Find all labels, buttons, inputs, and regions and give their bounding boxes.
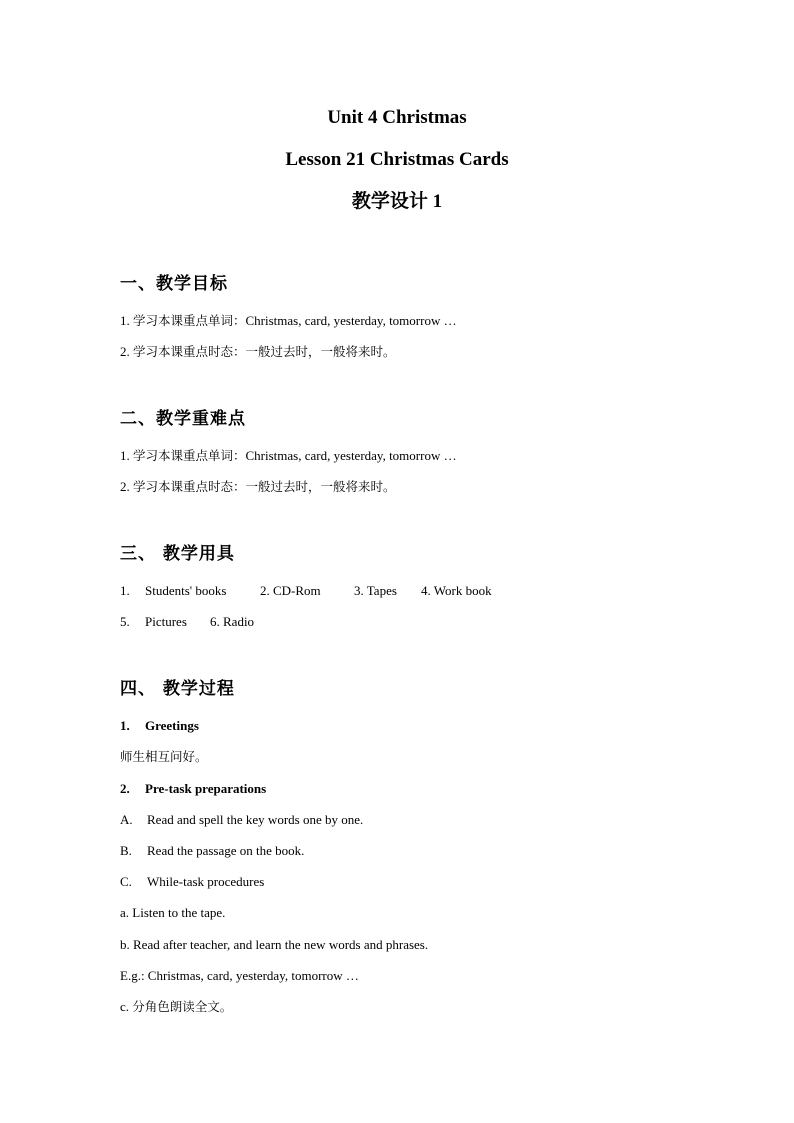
desc-text: 师生相互问好。 xyxy=(120,749,208,764)
item-text: Christmas, card, yesterday, tomorrow … xyxy=(245,448,457,463)
tool-item-1 xyxy=(120,582,130,600)
item-label: 学习本课重点单词： xyxy=(133,448,246,463)
item-number: 2. xyxy=(120,479,130,494)
item-number: 6. xyxy=(210,614,220,629)
step-1-desc xyxy=(120,748,208,766)
tool-item-2 xyxy=(260,582,321,600)
sub-item-prefix: c. xyxy=(120,999,130,1014)
item-number: 5. xyxy=(120,614,130,629)
tool-item-5 xyxy=(120,613,130,631)
step-1-number: 1. xyxy=(120,718,130,733)
item-text: Tapes xyxy=(366,583,397,598)
item-text: CD-Rom xyxy=(273,583,321,598)
item-a-text: Read and spell the key words one by one. xyxy=(147,812,364,827)
item-number: 1. xyxy=(120,313,130,328)
item-number: 4. xyxy=(421,583,431,598)
section-tools-heading: 三、 教学用具 xyxy=(120,544,235,564)
example-line: E.g.: Christmas, card, yesterday, tomorrow … xyxy=(120,968,359,983)
objective-item-2 xyxy=(120,343,396,361)
step-2-title: Pre-task preparations xyxy=(145,781,267,796)
item-b-text: Read the passage on the book. xyxy=(147,843,305,858)
item-number: 1. xyxy=(120,583,130,598)
tool-item-3 xyxy=(354,582,397,600)
item-c-text: While-task procedures xyxy=(147,874,265,889)
tool-text-5: Pictures xyxy=(145,614,187,629)
key-point-item-1 xyxy=(120,447,457,465)
item-a-letter: A. xyxy=(120,812,133,827)
sub-item-text: 分角色朗读全文。 xyxy=(132,999,233,1014)
tool-item-4 xyxy=(421,582,492,600)
objective-item-1 xyxy=(120,312,457,330)
item-text: Work book xyxy=(433,583,492,598)
section-objectives-heading: 一、教学目标 xyxy=(120,274,228,294)
section-key-points-heading: 二、教学重难点 xyxy=(120,409,246,429)
item-text: Radio xyxy=(223,614,255,629)
step-2-number: 2. xyxy=(120,781,130,796)
item-c-letter: C. xyxy=(120,874,132,889)
item-label: 学习本课重点时态：一般过去时，一般将来时。 xyxy=(133,344,396,359)
item-label: 学习本课重点单词： xyxy=(133,313,246,328)
unit-title: Unit 4 Christmas xyxy=(327,107,467,128)
item-number: 1. xyxy=(120,448,130,463)
item-number: 3. xyxy=(354,583,364,598)
section-process-heading: 四、 教学过程 xyxy=(120,679,235,699)
sub-item-a: a. Listen to the tape. xyxy=(120,905,226,920)
tool-item-6 xyxy=(210,613,254,631)
key-point-item-2 xyxy=(120,478,396,496)
step-1-title: Greetings xyxy=(145,718,199,733)
item-number: 2. xyxy=(260,583,270,598)
sub-item-b: b. Read after teacher, and learn the new words and phrases. xyxy=(120,937,429,952)
item-label: 学习本课重点时态：一般过去时，一般将来时。 xyxy=(133,479,396,494)
item-number: 2. xyxy=(120,344,130,359)
sub-item-c xyxy=(120,998,232,1016)
item-b-letter: B. xyxy=(120,843,132,858)
lesson-title: Lesson 21 Christmas Cards xyxy=(285,149,509,170)
tool-text-1: Students' books xyxy=(145,583,227,598)
design-title: 教学设计 1 xyxy=(351,191,443,212)
item-text: Christmas, card, yesterday, tomorrow … xyxy=(245,313,457,328)
